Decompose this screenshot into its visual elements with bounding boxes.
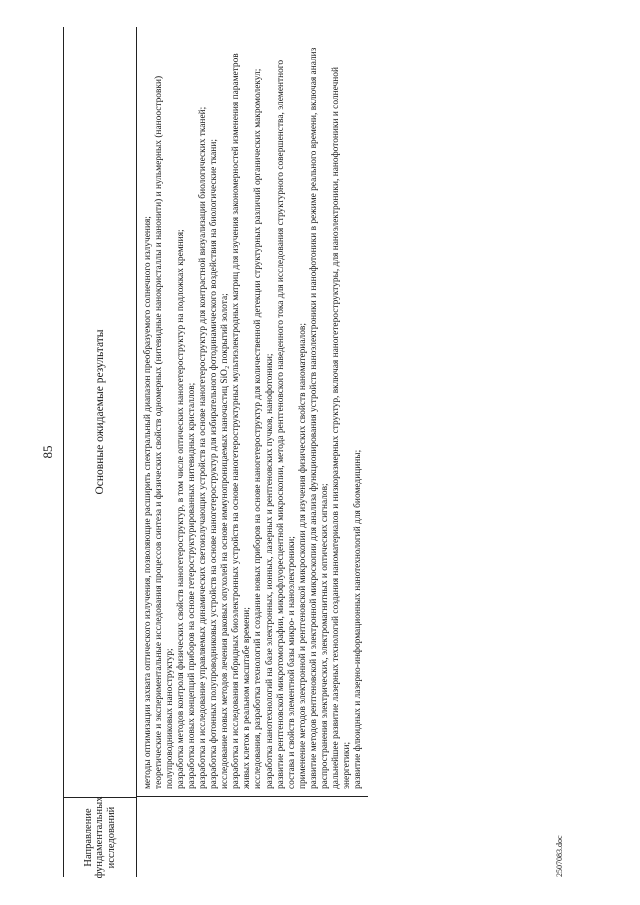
result-item: развитие методов рентгеновской и электронной микроскопии для анализа функционирования устройств наноэлектроники и нанофотоники в режиме реального времени, включая анализ распространения электрических, электромагнитных и оптических сигналов; <box>308 47 330 789</box>
table-header <box>64 27 137 877</box>
header-research-direction: Направление фундаментальных исследований <box>64 797 136 877</box>
result-item: разработка новых концепций приборов на основе гетероструктурированных нитевидных кристаллов; <box>187 382 198 789</box>
result-item: применение методов электронной и рентгеновской микроскопии для изучения физических свойств наноматериалов; <box>297 323 308 789</box>
rotated-content <box>40 27 600 877</box>
result-item: исследование новых методов лечения раковых опухолей на основе иммунопроницаемых наночастиц SiO₂ покрытий золота; <box>220 293 231 789</box>
result-item: разработка и исследования гибридных биоэлектронных устройств на основе наногетероструктурных мультиэлектродных матриц для изучения закономерностей изменения параметров живых клеток в реальном масштабе времени; <box>231 53 253 789</box>
result-item: развитие рентгеновской микротомографии, микрофлуоресцентной микроскопии, метода рентгеновского наведенного тока для исследования структурного совершенства, элементного состава и свойств элементной базы микро- и наноэлектроники; <box>275 59 297 789</box>
result-item: разработка нанотехнологий на базе электронных, ионных, лазерных и рентгеновских пучков, нанофотоники; <box>264 353 275 789</box>
results-table <box>63 27 368 877</box>
result-item: исследования, разработка технологий и создание новых приборов на основе наногетероструктур для количественной детекции структурных различий органических макромолекул; <box>253 68 264 789</box>
research-direction-cell <box>137 796 368 877</box>
result-item: разработка фотонных полупроводниковых устройств на основе наногетероструктур для избирательного фотодинамического воздействия на биологические ткани; <box>209 139 220 789</box>
result-item: методы оптимизации захвата оптического излучения, позволяющие расширить спектральный диапазон преобразуемого солнечного излучения; <box>143 216 153 789</box>
result-item: разработка и исследование управляемых динамических светоизлучающих устройств на основе наногетероструктур для контрастной визуализации биологических тканей; <box>198 106 209 789</box>
header-expected-results: Основные ожидаемые результаты <box>94 329 106 495</box>
result-item: разработка методов контроля физических свойств наногетероструктур, в том числе оптических наногетероструктур на подложках кремния; <box>176 229 187 789</box>
document-code: 2507083.doc <box>555 835 564 877</box>
table-body <box>137 27 368 877</box>
page-number: 85 <box>40 445 55 459</box>
result-item: дальнейшее развитие лазерных технологий создания наноматериалов и низкоразмерных структур, включая наногетероструктуры, для наноэлектроники, нанофотоники и солнечной энергетики; <box>330 67 352 789</box>
result-item: развитие флюидных и лазерно-информационных нанотехнологий для биомедицины; <box>352 449 363 789</box>
expected-results-cell <box>137 27 368 796</box>
result-item: теоретические и экспериментальные исследования процессов синтеза и физических свойств одномерных (нитевидные нанокристаллы и нанонити) и нульмерных (наноостровки) полупроводниковых наноструктур; <box>154 75 176 789</box>
